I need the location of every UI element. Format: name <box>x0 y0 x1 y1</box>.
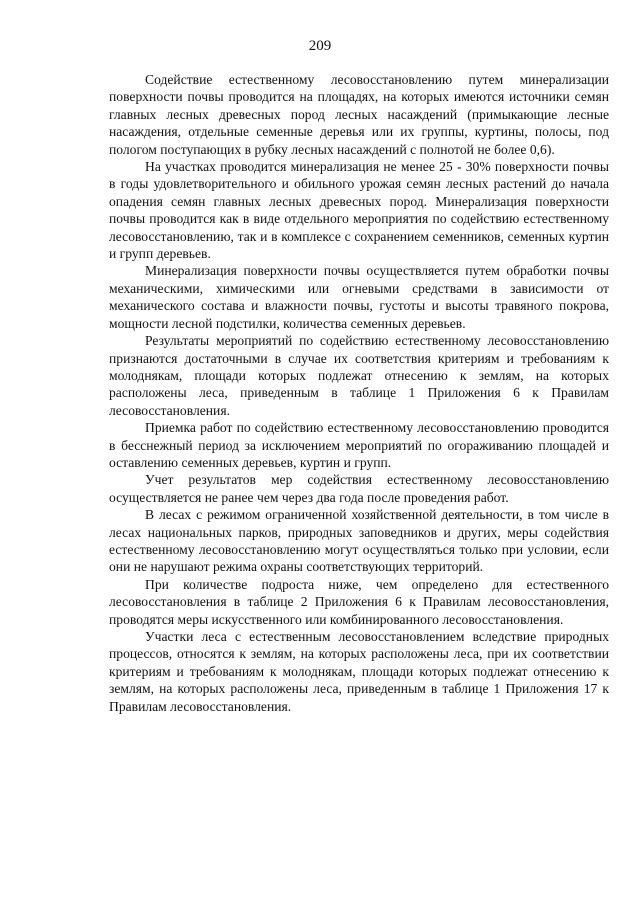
paragraph-3: Минерализация поверхности почвы осуществляется путем обработки почвы механическими, химическими или огневыми средствами в зависимости от механического состава и влажности почвы, густоты и высоты травяного покрова, мощности лесной подстилки, количества семенных деревьев. <box>109 263 609 331</box>
paragraph-4: Результаты мероприятий по содействию естественному лесовосстановлению признаются достаточными в случае их соответствия критериям и требованиям к молоднякам, площади которых подлежат отнесению к землям, на которых расположены леса, приведенным в таблице 1 Приложения 6 к Правилам лесовосстановления. <box>109 333 609 418</box>
page-number: 209 <box>308 38 332 54</box>
paragraph-5: Приемка работ по содействию естественному лесовосстановлению проводится в бесснежный период за исключением мероприятий по огораживанию площадей и оставлению семенных деревьев, куртин и групп. <box>109 420 609 470</box>
paragraph-7: В лесах с режимом ограниченной хозяйственной деятельности, в том числе в лесах национальных парков, природных заповедников и других, меры содействия естественному лесовосстановлению могут осуществляться только при условии, если они не нарушают режима охраны соответствующих территорий. <box>109 507 609 575</box>
paragraph-8: При количестве подроста ниже, чем определено для естественного лесовосстановления в таблице 2 Приложения 6 к Правилам лесовосстановления, проводятся меры искусственного или комбинированного лесовосстановления. <box>109 576 609 627</box>
paragraph-1: Содействие естественному лесовосстановлению путем минерализации поверхности почвы проводится на площадях, на которых имеются источники семян главных лесных древесных пород лесных насаждений (примыкающие лесные насаждения, отдельные семенные деревья или их группы, куртины, полосы, под пологом поступающих в рубку лесных насаждений с полнотой не более 0,6). <box>109 72 609 157</box>
paragraph-2: На участках проводится минерализация не менее 25 - 30% поверхности почвы в годы удовлетворительного и обильного урожая семян лесных растений до начала опадения семян главных лесных древесных пород. Минерализация поверхности почвы проводится как в виде отдельного мероприятия по содействию естественному лесовосстановлению, так и в комплексе с сохранением семенников, семенных куртин и групп деревьев. <box>109 159 609 262</box>
paragraph-9: Участки леса с естественным лесовосстановлением вследствие природных процессов, относятся к землям, на которых расположены леса, при их соответствии критериям и требованиям к молоднякам, площади которых подлежат отнесению к землям, на которых расположены леса, приведенным в таблице 1 Приложения 17 к Правилам лесовосстановления. <box>109 629 609 714</box>
paragraph-6: Учет результатов мер содействия естественному лесовосстановлению осуществляется не ранее чем через два года после проведения работ. <box>109 472 609 505</box>
body-text <box>109 71 609 715</box>
